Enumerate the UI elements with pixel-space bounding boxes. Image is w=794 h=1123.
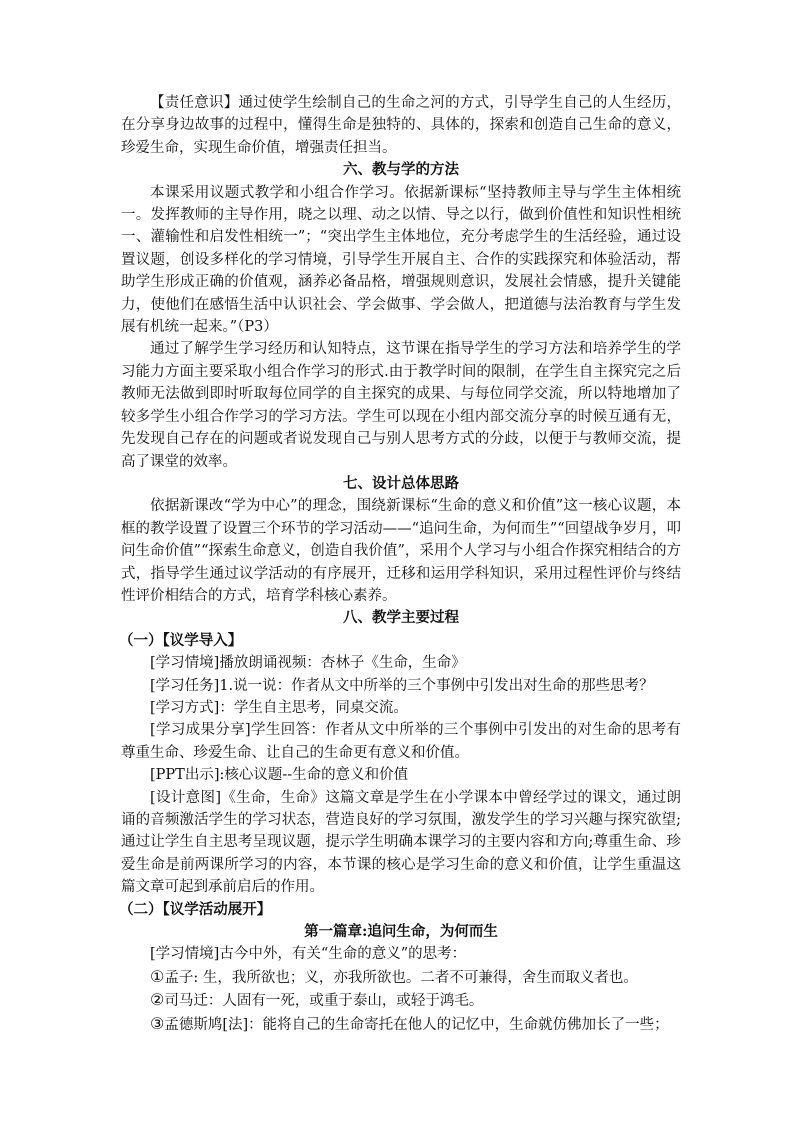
learning-task-paragraph: [学习任务]1.说一说：作者从文中所举的三个事例中引发出对生命的那些思考？	[150, 677, 654, 694]
learning-mode-paragraph: [学习方式]：学生自主思考，同桌交流。	[150, 699, 408, 716]
design-intent-paragraph: [设计意图]《生命，生命》这篇文章是学生在小学课本中曾经学过的课文，通过朗诵的音频激活学生的学习状态，营造良好的学习氛围，激发学生的学习兴趣与探究欲望;通过让学生自主思考呈现议题，提示学生明确本课学习的主要内容和方向;尊重生命、珍爱生命是前两课所学习的内容，本节课的核心是学习生命的意义和价值，让学生重温这篇文章可起到承前启后的作用。	[121, 789, 681, 896]
quote-item	[121, 966, 681, 989]
responsibility-paragraph: 【责任意识】通过使学生绘制自己的生命之河的方式，引导学生自己的人生经历，在分享身边故事的过程中，懂得生命是独特的、具体的，探索和创造自己生命的意义，珍爱生命，实现生命价值，增强责任担当。	[121, 95, 681, 156]
quote-text: 孟子: 生，我所欲也；义，亦我所欲也。二者不可兼得，舍生而取义者也。	[164, 969, 638, 986]
section-heading-8: 八、教学主要过程	[343, 609, 459, 627]
subsection-intro-heading: （一）【议学导入】	[119, 631, 243, 649]
learning-context-paragraph: [学习情境]播放朗诵视频：杏林子《生命，生命》	[150, 655, 466, 672]
quote-item	[121, 989, 681, 1012]
section-heading-6: 六、教与学的方法	[343, 161, 459, 179]
chapter-one-title: 第一篇章:追问生命，为何而生	[304, 923, 498, 941]
quote-number: ①	[150, 966, 165, 986]
quote-item	[121, 1013, 681, 1036]
quote-text: 司马迁：人固有一死，或重于泰山，或轻于鸿毛。	[164, 993, 484, 1010]
group-learning-paragraph: 通过了解学生学习经历和认知特点，这节课在指导学生的学习方法和培养学生的学习能力方面主要采取小组合作学习的形式.由于教学时间的限制，在学生自主探究完之后教师无法做到即时听取每位同学的自主探究的成果、与每位同学交流，所以特地增加了较多学生小组合作学习的学习方法。学生可以现在小组内部交流分享的时候互通有无，先发现自己存在的问题或者说发现自己与别人思考方式的分歧，以便于与教师交流，提高了课堂的效率。	[121, 341, 681, 470]
quote-number: ③	[150, 1013, 165, 1033]
ppt-paragraph: [PPT出示]:核心议题--生命的意义和价值	[150, 767, 409, 784]
subsection-activity-heading: （二）【议学活动展开】	[119, 900, 272, 918]
document-body	[121, 92, 681, 1036]
learning-result-paragraph: [学习成果分享]学生回答：作者从文中所举的三个事例中引发出的对生命的思考有尊重生命、珍爱生命、让自己的生命更有意义和价值。	[121, 722, 681, 761]
quote-number: ②	[150, 990, 165, 1010]
quotes-context-paragraph: [学习情境]古今中外，有关“生命的意义”的思考：	[150, 946, 467, 963]
section-heading-7: 七、设计总体思路	[343, 474, 459, 492]
design-idea-paragraph: 依据新课改“学为中心”的理念，围绕新课标“生命的意义和价值”这一核心议题，本框的教学设置了设置三个环节的学习活动——“追问生命，为何而生”“回望战争岁月，叩问生命价值”“探索生命意义，创造自我价值”，采用个人学习与小组合作探究相结合的方式，指导学生通过议学活动的有序展开，迁移和运用学科知识，采用过程性评价与终结性评价相结合的方式，培育学科核心素养。	[121, 498, 681, 604]
quote-text: 孟德斯鸠[法]：能将自己的生命寄托在他人的记忆中，生命就仿佛加长了一些；	[164, 1016, 669, 1033]
method-paragraph: 本课采用议题式教学和小组合作学习。依据新课标“坚持教师主导与学生主体相统一。发挥教师的主导作用，晓之以理、动之以情、导之以行，做到价值性和知识性相统一、灌输性和启发性相统一”；“突出学生主体地位，充分考虑学生的生活经验，通过设置议题，创设多样化的学习情境，引导学生开展自主、合作的实践探究和体验活动，帮助学生形成正确的价值观，涵养必备品格，增强规则意识，发展社会情感，提升关键能力，使他们在感悟生活中认识社会、学会做事、学会做人，把道德与法治教育与学生发展有机统一起来。”（P3）	[121, 184, 681, 336]
